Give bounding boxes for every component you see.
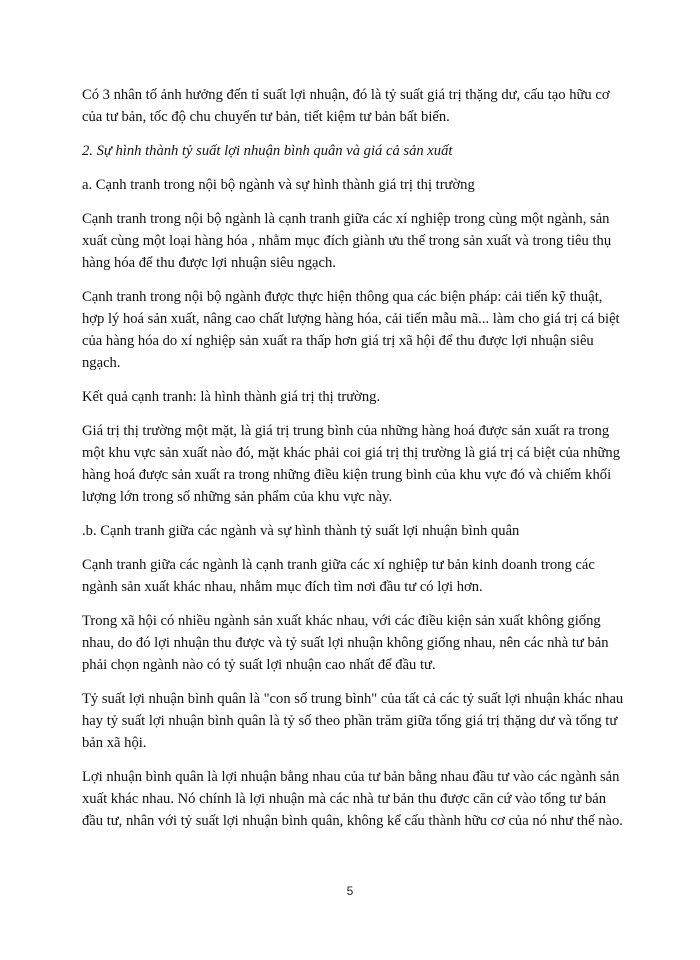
page-number: 5 <box>346 884 354 898</box>
document-page <box>82 84 627 844</box>
paragraph-intra-industry-measures: Cạnh tranh trong nội bộ ngành được thực hiện thông qua các biện pháp: cải tiến kỹ thuật, hợp lý hoá sản xuất, nâng cao chất lượng hàng hóa, cải tiến mẫu mã... làm cho giá trị cá biệt của hàng hóa do xí nghiệp sản xuất ra thấp hơn giá trị xã hội để thu được lợi nhuận siêu ngạch. <box>82 289 620 371</box>
subheading-intra-industry: a. Cạnh tranh trong nội bộ ngành và sự hình thành giá trị thị trường <box>82 177 475 193</box>
paragraph-average-profit-rate: Tỷ suất lợi nhuận bình quân là "con số trung bình" của tất cả các tỷ suất lợi nhuận khác nhau hay tỷ suất lợi nhuận bình quân là tỷ số theo phần trăm giữa tổng giá trị thặng dư và tổng tư bản xã hội. <box>82 691 624 751</box>
subheading-inter-industry: .b. Cạnh tranh giữa các ngành và sự hình thành tỷ suất lợi nhuận bình quân <box>82 523 520 539</box>
paragraph-inter-industry-definition: Cạnh tranh giữa các ngành là cạnh tranh giữa các xí nghiệp tư bản kinh doanh trong các ngành sản xuất khác nhau, nhằm mục đích tìm nơi đầu tư có lợi hơn. <box>82 557 595 595</box>
paragraph-intra-industry-definition: Cạnh tranh trong nội bộ ngành là cạnh tranh giữa các xí nghiệp trong cùng một ngành, sản xuất cùng một loại hàng hóa , nhằm mục đích giành ưu thế trong sản xuất và trong tiêu thụ hàng hóa để thu được lợi nhuận siêu ngạch. <box>82 211 612 271</box>
paragraph-factors: Có 3 nhân tố ảnh hưởng đến tỉ suất lợi nhuận, đó là tỷ suất giá trị thặng dư, cấu tạo hữu cơ của tư bản, tốc độ chu chuyển tư bản, tiết kiệm tư bản bất biến. <box>82 87 610 125</box>
paragraph-competition-result: Kết quả cạnh tranh: là hình thành giá trị thị trường. <box>82 389 381 405</box>
section-heading-average-profit: 2. Sự hình thành tỷ suất lợi nhuận bình quân và giá cả sản xuất <box>82 143 453 159</box>
paragraph-market-value: Giá trị thị trường một mặt, là giá trị trung bình của những hàng hoá được sản xuất ra trong một khu vực sản xuất nào đó, mặt khác phải coi giá trị thị trường là giá trị cá biệt của những hàng hoá được sản xuất ra trong những điều kiện trung bình của khu vực đó và chiếm khối lượng lớn trong số những sản phẩm của khu vực này. <box>82 423 621 505</box>
paragraph-industry-choice: Trong xã hội có nhiều ngành sản xuất khác nhau, với các điều kiện sản xuất không giống nhau, do đó lợi nhuận thu được và tỷ suất lợi nhuận không giống nhau, nên các nhà tư bản phải chọn ngành nào có tỷ suất lợi nhuận cao nhất để đầu tư. <box>82 613 609 673</box>
paragraph-average-profit: Lợi nhuận bình quân là lợi nhuận bằng nhau của tư bản bằng nhau đầu tư vào các ngành sản xuất khác nhau. Nó chính là lợi nhuận mà các nhà tư bản thu được căn cứ vào tổng tư bản đầu tư, nhân với tỷ suất lợi nhuận bình quân, không kể cấu thành hữu cơ của nó như thế nào. <box>82 769 623 829</box>
